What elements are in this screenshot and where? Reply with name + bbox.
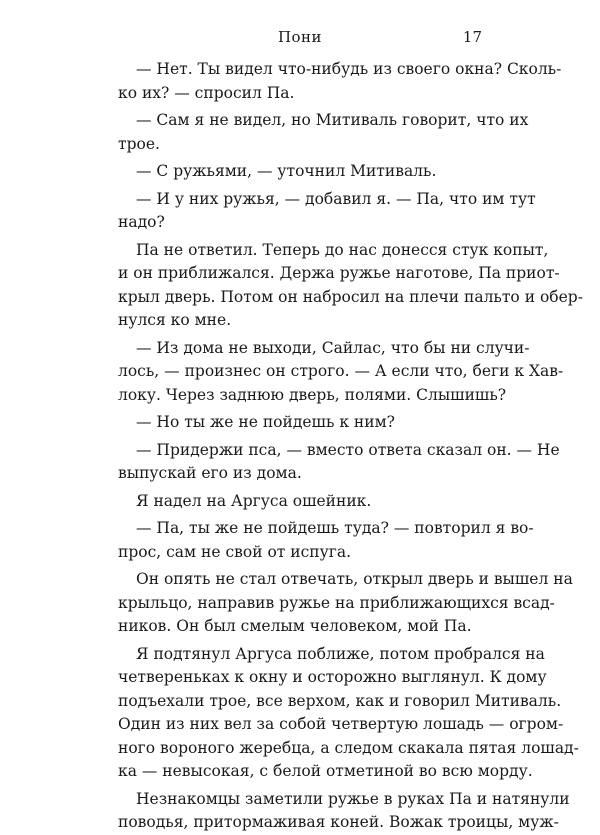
text-line: локу. Через заднюю дверь, полями. Слышишь? [118,385,507,404]
paragraph [118,568,573,639]
paragraph [118,239,583,333]
text-line: ко их? — спросил Па. [118,83,295,102]
text-line: поводья, притормаживая коней. Вожак троицы, муж- [118,813,559,831]
text-line: Я подтянул Аргуса поближе, потом пробрался на [136,644,545,663]
paragraph [118,643,579,784]
paragraph [118,788,570,835]
paragraph [118,439,560,486]
text-line: крыл дверь. Потом он набросил на плечи пальто и обер- [118,287,583,306]
text-line: — Из дома не выходи, Сайлас, что бы ни случи- [136,338,530,357]
running-head [0,28,600,52]
text-line: Незнакомцы заметили ружье в руках Па и натянули [136,789,570,808]
text-line: надо? [118,213,165,231]
text-line: — Придержи пса, — вместо ответа сказал он. — Не [136,440,560,459]
text-line: — Сам я не видел, но Митиваль говорит, что их [136,111,529,129]
body-text [118,58,583,835]
paragraph [118,188,536,235]
text-line: — Па, ты же не пойдешь туда? — повторил я во- [136,519,534,537]
paragraph [118,411,480,435]
text-line: — С ружьями, — уточнил Митиваль. [136,162,437,180]
text-line: Один из них вел за собой четвертую лошадь — огром- [118,715,564,733]
text-line: крыльцо, направив ружье на приближающихся всад- [118,593,555,612]
text-line: ников. Он был смелым человеком, мой Па. [118,617,472,635]
text-line: — Но ты же не пойдешь к ним? [136,413,395,431]
text-line: подъехали трое, все верхом, как и говорил Митиваль. [118,691,562,710]
page-number: 17 [462,28,482,46]
paragraph [118,160,480,184]
text-line: лось, — произнес он строго. — А если что, беги к Хав- [118,362,564,380]
text-line: трое. [118,134,160,153]
text-line: и он приближался. Держа ружье наготове, Па приот- [118,264,560,282]
text-line: четвереньках к окну и осторожно выглянул. К дому [118,668,547,686]
paragraph [118,517,534,564]
running-title: Пони [277,28,323,46]
paragraph [118,109,529,156]
paragraph [118,490,480,514]
text-line: Он опять не стал отвечать, открыл дверь и вышел на [136,570,573,588]
text-line: Я надел на Аргуса ошейник. [136,491,372,510]
text-line: ка — невысокая, с белой отметиной во всю морду. [118,762,533,780]
text-line: нулся ко мне. [118,311,232,329]
paragraph [118,337,564,408]
text-line: — Нет. Ты видел что-нибудь из своего окна? Сколь- [136,60,562,78]
text-line: прос, сам не свой от испуга. [118,542,352,561]
paragraph [118,58,562,105]
text-line: ного вороного жеребца, а следом скакала пятая лошад- [118,738,579,757]
text-line: — И у них ружья, — добавил я. — Па, что им тут [136,189,536,208]
text-line: Па не ответил. Теперь до нас донесся стук копыт, [136,240,549,259]
text-line: выпускай его из дома. [118,464,302,482]
